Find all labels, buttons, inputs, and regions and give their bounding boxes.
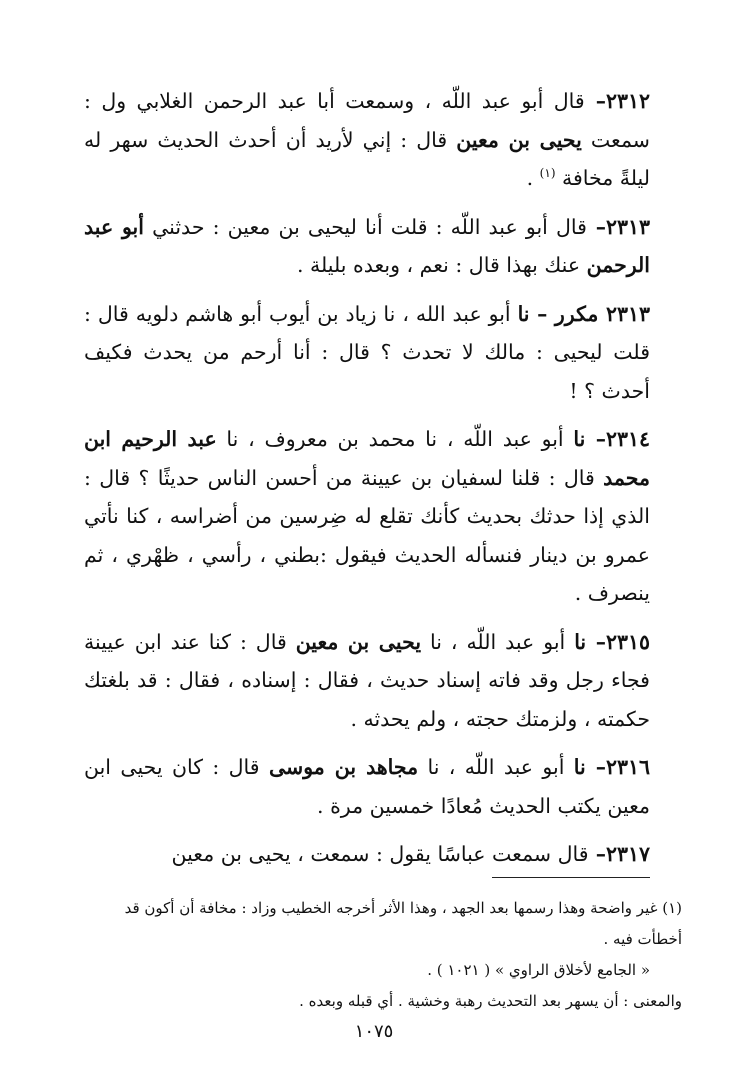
hadith-2316 [84, 748, 650, 825]
text-run: قال : قلنا لسفيان بن عيينة من أحسن الناس حديثًا ؟ قال : الذي إذا حدثك بحديث كأنك تقلع له ضِرسين من أضراسه ، كنا نأتي عمرو بن دينار فنسأله الحديث فيقول :بطني ، رأسي ، ظهْري ، ثم ينصرف . [84, 465, 650, 605]
hadith-number: ٢٣١٣– [586, 214, 650, 239]
text-run: قال أبو عبد اللّه : قلت أنا ليحيى بن معين : حدثني [143, 214, 587, 239]
hadith-number: ٢٣١٢– [584, 89, 650, 113]
text-run: أبو عبد اللّه ، نا [421, 629, 575, 654]
footnotes [84, 893, 682, 1017]
text-run: قال : إني لأريد أن أحدث الحديث سهر له ليلةً مخافة [84, 127, 650, 190]
page-number: ١٠٧٥ [354, 1021, 394, 1042]
footnote-meaning: والمعنى : أن يسهر بعد التحديث رهبة وخشية . أي قبله وبعده . [299, 992, 682, 1010]
narrator-name: أبو عبد الرحمن [84, 214, 650, 277]
hadith-2315 [84, 623, 650, 739]
hadith-2313-repeat [84, 295, 650, 411]
narrator-name: عبد الرحيم ابن محمد [84, 427, 650, 490]
hadith-2314 [84, 420, 650, 613]
text-run: قال : كان يحيى ابن معين يكتب الحديث مُعادًا خمسين مرة . [84, 755, 650, 818]
hadith-2312 [84, 82, 650, 198]
main-text [84, 82, 650, 884]
hadith-number: ٢٣١٣ مكرر – نا [517, 301, 650, 326]
footnote-source: « الجامع لأخلاق الراوي » ( ١٠٢١ ) . [427, 961, 650, 979]
hadith-number: ٢٣١٤– نا [573, 427, 650, 451]
text-run: أبو عبد اللّه ، نا [418, 755, 574, 779]
footnote-ref: (١) [539, 166, 556, 181]
text-run: عنك بهذا قال : نعم ، وبعده بليلة . [296, 253, 587, 277]
hadith-2317 [84, 835, 650, 874]
text-run: قال : كنا عند ابن عيينة فجاء رجل وقد فاته إسناد حديث ، فقال : إسناده ، فقال : قد بلغتك حكمته ، ولزمتك حجته ، ولم يحدثه . [84, 629, 650, 731]
footnote-1: (١) غير واضحة وهذا رسمها بعد الجهد ، وهذا الأثر أخرجه الخطيب وزاد : مخافة أن أكون قد أخطأت فيه . [124, 899, 682, 948]
hadith-number: ٢٣١٧– [588, 842, 650, 866]
text-run: . [526, 166, 540, 190]
text-run: أبو عبد الله ، نا زياد بن أيوب أبو هاشم دلويه قال : قلت ليحيى : مالك لا تحدث ؟ قال : أنا أرحم من يحدث فكيف أحدث ؟ ! [84, 301, 650, 403]
hadith-number: ٢٣١٦– نا [573, 755, 650, 779]
text-run: أبو عبد اللّه ، نا محمد بن معروف ، نا [216, 427, 574, 451]
narrator-name: يحيى بن معين [295, 629, 422, 654]
text-run: قال سمعت عباسًا يقول : سمعت ، يحيى بن معين [171, 842, 589, 866]
text-run: قال أبو عبد اللّه ، وسمعت أبا عبد الرحمن الغلابي ول : سمعت [84, 89, 650, 152]
narrator-name: مجاهد بن موسى [268, 755, 419, 779]
footnote-divider [492, 877, 650, 878]
hadith-number: ٢٣١٥– نا [574, 629, 651, 654]
narrator-name: يحيى بن معين [456, 127, 582, 152]
hadith-2313 [84, 208, 650, 285]
